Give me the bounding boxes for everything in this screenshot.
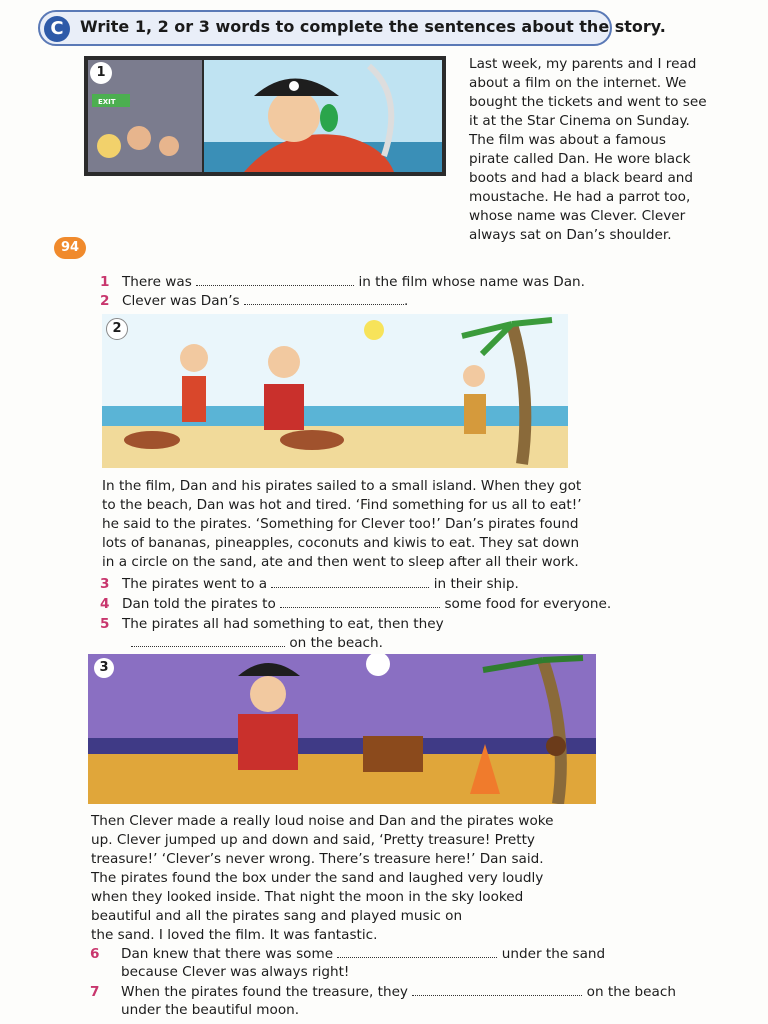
question-5: 5 The pirates all had something to eat, then they — [100, 616, 444, 632]
island-scene-image — [102, 314, 568, 468]
text-line: The film was about a famous — [469, 132, 666, 148]
intro-paragraph — [469, 55, 707, 245]
text-line: bought the tickets and went to see — [469, 94, 707, 110]
question-1: 1 There was in the film whose name was Dan. — [100, 274, 585, 290]
question-7-continued: under the beautiful moon. — [121, 1002, 300, 1018]
text-line: whose name was Clever. Clever — [469, 208, 686, 224]
story-paragraph-2 — [102, 477, 582, 572]
text-line: Then Clever made a really loud noise and Dan and the pirates woke — [91, 813, 554, 829]
panel-2-illustration — [102, 314, 568, 468]
text-line: lots of bananas, pineapples, coconuts and kiwis to eat. They sat down — [102, 535, 580, 551]
cinema-scene-image — [84, 56, 446, 176]
exit-sign: EXIT — [98, 98, 116, 106]
question-3: 3 The pirates went to a in their ship. — [100, 576, 519, 592]
section-badge: C — [44, 16, 70, 42]
text-line: Last week, my parents and I read — [469, 56, 697, 72]
text-line: The pirates found the box under the sand and laughed very loudly — [91, 870, 544, 886]
answer-blank-5[interactable] — [131, 634, 285, 647]
text-line: treasure!’ ‘Clever’s never wrong. There’s treasure here!’ Dan said. — [91, 851, 544, 867]
question-2: 2 Clever was Dan’s . — [100, 293, 409, 309]
text-line: up. Clever jumped up and down and said, ‘Pretty treasure! Pretty — [91, 832, 535, 848]
answer-blank-2[interactable] — [244, 292, 404, 305]
question-4: 4 Dan told the pirates to some food for everyone. — [100, 596, 612, 612]
question-5-continued: on the beach. — [131, 634, 383, 653]
text-line: moustache. He had a parrot too, — [469, 189, 691, 205]
answer-blank-7[interactable] — [412, 983, 582, 996]
text-line: when they looked inside. That night the moon in the sky looked — [91, 889, 524, 905]
story-paragraph-3 — [91, 812, 554, 945]
question-7: 7 When the pirates found the treasure, they on the beach — [90, 984, 676, 1000]
text-line: it at the Star Cinema on Sunday. — [469, 113, 690, 129]
panel-3-number: 3 — [94, 658, 114, 678]
text-line: always sat on Dan’s shoulder. — [469, 227, 672, 243]
answer-blank-4[interactable] — [280, 595, 440, 608]
instruction-text: Write 1, 2 or 3 words to complete the sentences about the story. — [80, 17, 666, 36]
panel-1-illustration — [84, 56, 446, 176]
text-line: about a film on the internet. We — [469, 75, 687, 91]
answer-blank-6[interactable] — [337, 945, 497, 958]
page-number-badge: 94 — [54, 237, 86, 259]
text-line: to the beach, Dan was hot and tired. ‘Find something for us all to eat!’ — [102, 497, 582, 513]
panel-3-illustration — [88, 654, 596, 804]
text-line: boots and had a black beard and — [469, 170, 694, 186]
answer-blank-1[interactable] — [196, 273, 354, 286]
text-line: the sand. I loved the film. It was fantastic. — [91, 927, 378, 943]
question-6-continued: because Clever was always right! — [121, 964, 350, 980]
text-line: pirate called Dan. He wore black — [469, 151, 691, 167]
panel-1-number: 1 — [90, 62, 112, 84]
text-line: In the film, Dan and his pirates sailed to a small island. When they got — [102, 478, 582, 494]
answer-blank-3[interactable] — [271, 575, 429, 588]
panel-2-number: 2 — [106, 318, 128, 340]
text-line: beautiful and all the pirates sang and played music on — [91, 908, 463, 924]
question-6: 6 Dan knew that there was some under the sand — [90, 946, 606, 962]
text-line: in a circle on the sand, ate and then went to sleep after all their work. — [102, 554, 579, 570]
night-beach-scene-image — [88, 654, 596, 804]
text-line: he said to the pirates. ‘Something for Clever too!’ Dan’s pirates found — [102, 516, 579, 532]
